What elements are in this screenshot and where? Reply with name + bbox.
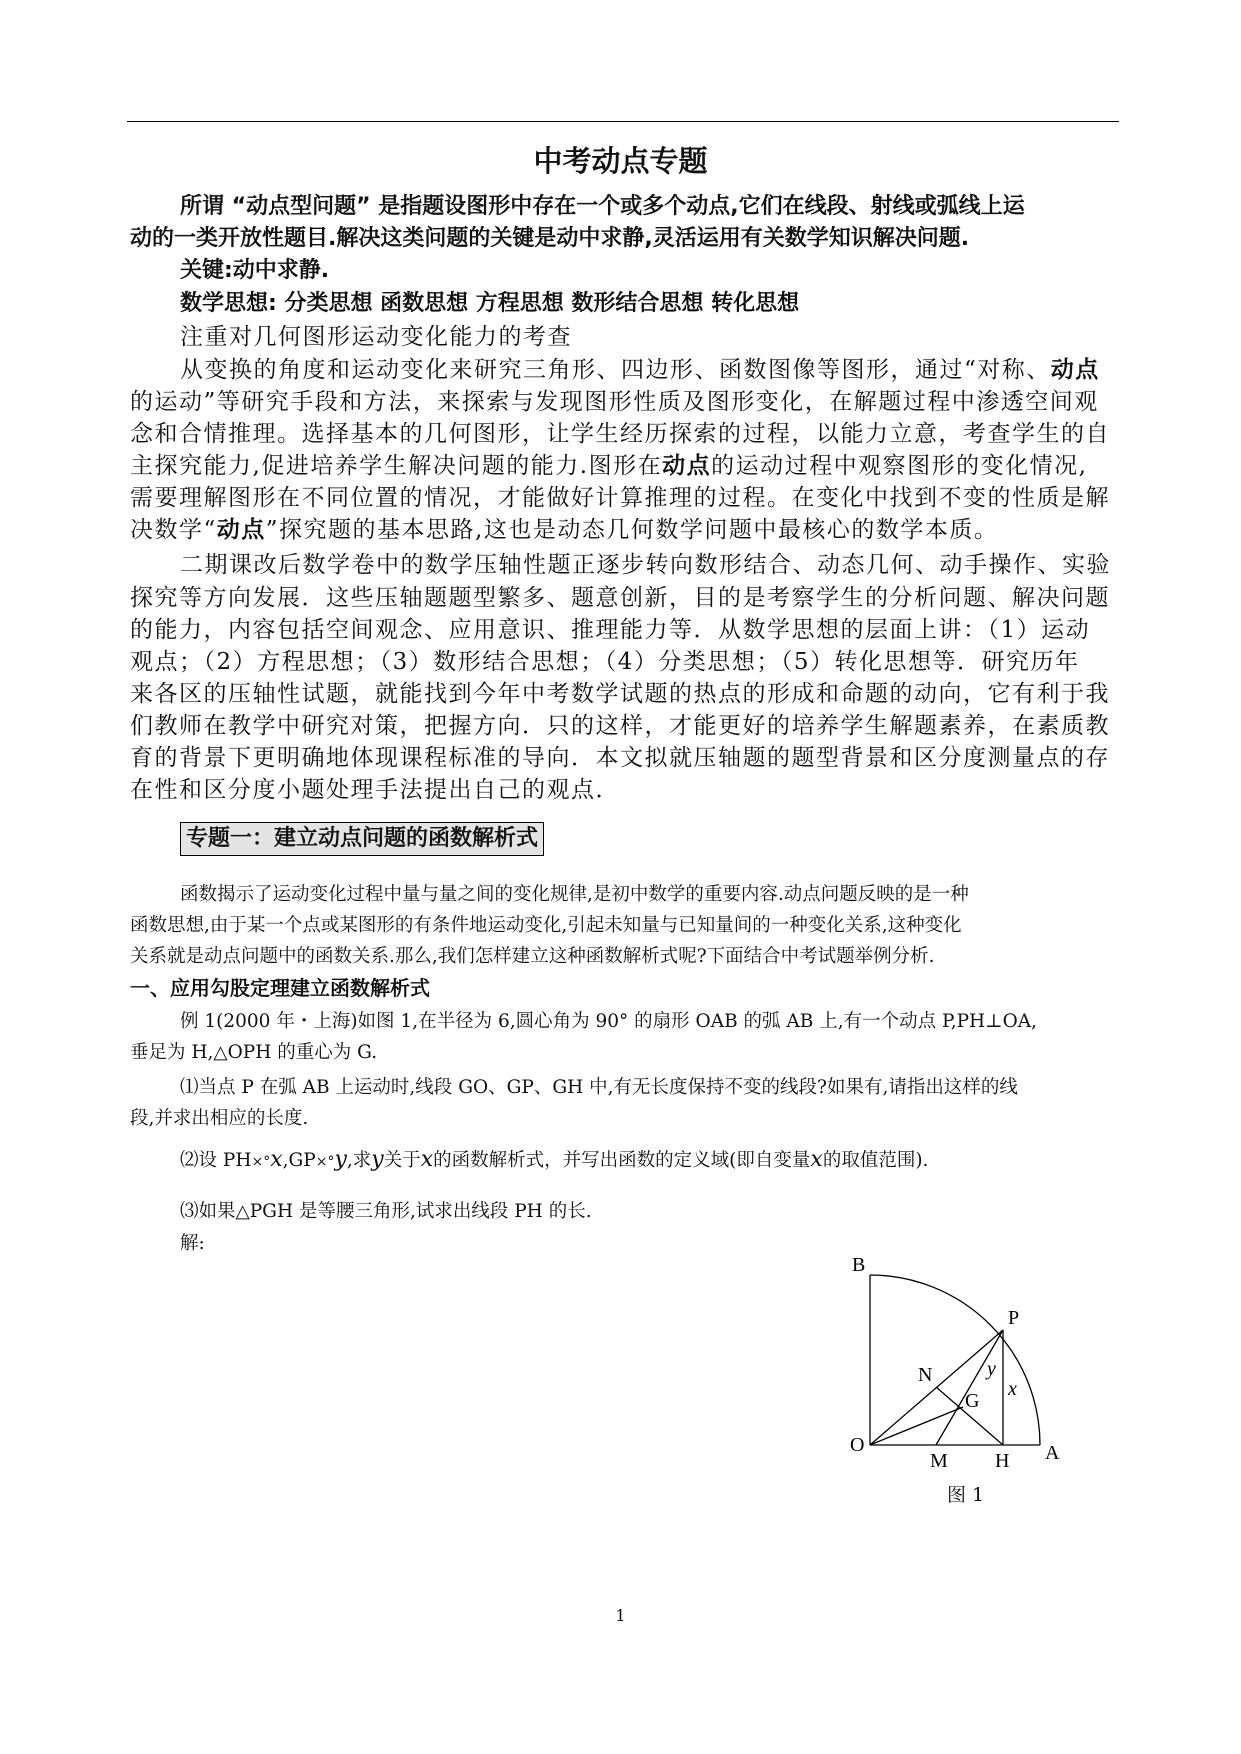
paragraph-2-line: 育的背景下更明确地体现课程标准的导向．本文拟就压轴题的题型背景和区分度测量点的存 bbox=[130, 745, 1110, 771]
math-thoughts: 数学思想: 分类思想 函数思想 方程思想 数形结合思想 转化思想 bbox=[180, 291, 800, 316]
text-segment: 关于 bbox=[383, 1150, 421, 1171]
label-y: y bbox=[987, 1358, 996, 1380]
example-line: 垂足为 H,△OPH 的重心为 G. bbox=[130, 1042, 378, 1063]
label-p: P bbox=[1008, 1307, 1020, 1329]
paragraph-2-line: 们教师在教学中研究对策，把握方向．只的这样，才能更好的培养学生解题素养，在素质教 bbox=[130, 713, 1110, 739]
segment-og bbox=[870, 1407, 963, 1445]
text-segment: ,GP bbox=[282, 1150, 316, 1171]
math-var: x bbox=[810, 1147, 823, 1172]
label-b: B bbox=[852, 1255, 866, 1276]
paragraph-2-line: 来各区的压轴性试题，就能找到今年中考数学试题的热点的形成和命题的动向，它有利于我 bbox=[130, 681, 1110, 707]
text-segment: 决数学“ bbox=[130, 517, 217, 543]
paragraph-3-line: 关系就是动点问题中的函数关系.那么,我们怎样建立这种函数解析式呢?下面结合中考试题举例分析. bbox=[130, 946, 935, 967]
page-title: 中考动点专题 bbox=[533, 144, 708, 178]
text-segment: 主探究能力,促进培养学生解决问题的能力.图形在 bbox=[130, 453, 663, 479]
key-point: 关键:动中求静. bbox=[180, 258, 330, 283]
figure-1-sector-diagram bbox=[840, 1255, 1070, 1470]
intro-line-2: 动的一类开放性题目.解决这类问题的关键是动中求静,灵活运用有关数学知识解决问题. bbox=[130, 226, 970, 251]
solution-label: 解: bbox=[180, 1233, 205, 1254]
label-h: H bbox=[995, 1450, 1010, 1470]
text-segment: ⑵设 PH bbox=[180, 1150, 252, 1171]
paragraph-2-line: 的能力，内容包括空间观念、应用意识、推理能力等．从数学思想的层面上讲：（1）运动 bbox=[130, 617, 1091, 643]
label-g: G bbox=[965, 1390, 980, 1412]
question-1-line: 段,并求出相应的长度. bbox=[130, 1108, 309, 1129]
paragraph-3-line: 函数揭示了运动变化过程中量与量之间的变化规律,是初中数学的重要内容.动点问题反映的是一种 bbox=[180, 884, 969, 905]
paragraph-1-line bbox=[130, 451, 1087, 481]
segment-pm bbox=[936, 1330, 1003, 1445]
paragraph-2-line: 二期课改后数学卷中的数学压轴性题正逐步转向数形结合、动态几何、动手操作、实验 bbox=[180, 552, 1111, 578]
label-o: O bbox=[850, 1434, 865, 1456]
page-number: 1 bbox=[615, 1606, 626, 1625]
bold-term: 动点 bbox=[1050, 357, 1100, 383]
paragraph-1-line: 念和合情推理。选择基本的几何图形，让学生经历探索的过程，以能力立意，考查学生的自 bbox=[130, 421, 1110, 447]
paragraph-1-line bbox=[130, 515, 998, 545]
text-segment: 的取值范围). bbox=[822, 1150, 929, 1171]
paragraph-1-line: 的运动”等研究手段和方法，来探索与发现图形性质及图形变化，在解题过程中渗透空间观 bbox=[130, 389, 1099, 415]
math-var: x bbox=[420, 1147, 434, 1172]
section-1-heading: 一、应用勾股定理建立函数解析式 bbox=[130, 976, 430, 1000]
label-n: N bbox=[918, 1364, 933, 1386]
math-var: y bbox=[334, 1147, 347, 1172]
focus-line: 注重对几何图形运动变化能力的考查 bbox=[180, 324, 572, 350]
question-1-line: ⑴当点 P 在弧 AB 上运动时,线段 GO、GP、GH 中,有无长度保持不变的线段?如果有,请指出这样的线 bbox=[180, 1077, 1018, 1098]
question-2-line bbox=[180, 1147, 928, 1175]
paragraph-2-line: 观点；（2）方程思想；（3）数形结合思想；（4）分类思想；（5）转化思想等．研究历年 bbox=[130, 649, 1080, 675]
paragraph-1-line: 需要理解图形在不同位置的情况，才能做好计算推理的过程。在变化中找到不变的性质是解 bbox=[130, 485, 1110, 511]
paragraph-2-line: 探究等方向发展．这些压轴题题型繁多、题意创新，目的是考察学生的分析问题、解决问题 bbox=[130, 585, 1110, 611]
text-segment: 的函数解析式，并写出函数的定义域(即自变量 bbox=[433, 1150, 811, 1171]
example-line: 例 1(2000 年・上海)如图 1,在半径为 6,圆心角为 90° 的扇形 OAB 的弧 AB 上,有一个动点 P,PH⊥OA, bbox=[180, 1011, 1037, 1032]
bold-term: 动点 bbox=[216, 517, 266, 543]
symbol: ×° bbox=[315, 1154, 335, 1170]
text-segment: ”探究题的基本思路,这也是动态几何数学问题中最核心的数学本质。 bbox=[265, 517, 999, 543]
bold-term: 动点 bbox=[662, 453, 712, 479]
topic-1-heading: 专题一：建立动点问题的函数解析式 bbox=[180, 822, 544, 856]
intro-line-1: 所谓 “动点型问题” 是指题设图形中存在一个或多个动点,它们在线段、射线或弧线上运 bbox=[180, 194, 1025, 219]
question-3-line: ⑶如果△PGH 是等腰三角形,试求出线段 PH 的长. bbox=[180, 1201, 592, 1222]
paragraph-3-line: 函数思想,由于某一个点或某图形的有条件地运动变化,引起未知量与已知量间的一种变化关系,这种变化 bbox=[130, 915, 962, 936]
figure-caption: 图 1 bbox=[947, 1484, 985, 1506]
text-segment: 的运动过程中观察图形的变化情况, bbox=[711, 453, 1088, 479]
text-segment: 从变换的角度和运动变化来研究三角形、四边形、函数图像等图形，通过“对称、 bbox=[180, 357, 1051, 383]
top-rule bbox=[127, 121, 1119, 122]
label-m: M bbox=[930, 1450, 948, 1470]
paragraph-1-line bbox=[180, 355, 1100, 385]
label-x: x bbox=[1008, 1378, 1017, 1400]
paragraph-2-line: 在性和区分度小题处理手法提出自己的观点． bbox=[130, 777, 620, 803]
label-a: A bbox=[1045, 1442, 1060, 1464]
arc-ab bbox=[870, 1275, 1040, 1445]
text-segment: ,求 bbox=[346, 1150, 372, 1171]
math-var: x bbox=[270, 1147, 283, 1172]
math-var: y bbox=[371, 1147, 384, 1172]
symbol: ×° bbox=[251, 1154, 271, 1170]
